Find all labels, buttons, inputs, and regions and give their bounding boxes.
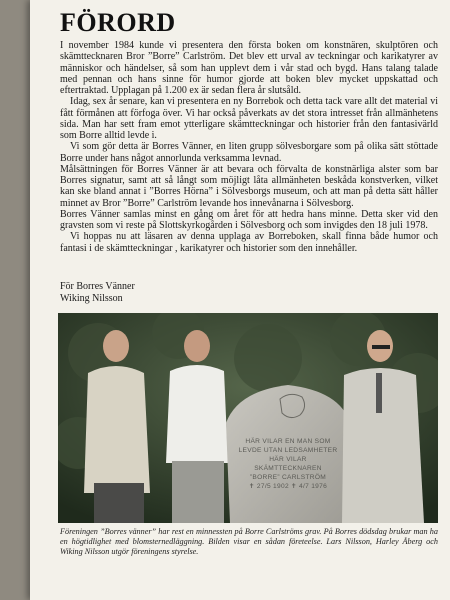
page-title: FÖRORD (60, 8, 176, 37)
photo-illustration (58, 313, 438, 523)
stone-line-5: ”BORRE” CARLSTRÖM (249, 474, 327, 481)
paragraph-2: Idag, sex år senare, kan vi presentera en ny Borrebok och detta tack vare allt det material vi fått förmånen att förfoga över. Vi har också påverkats av det stora intresset från allmänhetens sida. Man har sett fram emot ytterligare skämtteckningar och historier från den fantasivärld som Borre alltid levde i. (60, 96, 438, 141)
stone-line-2: LEVDE UTAN LEDSAMHETER (238, 447, 338, 454)
stone-line-6: ✝ 27/5 1902 ✝ 4/7 1976 (248, 483, 328, 490)
memorial-photo (58, 313, 438, 523)
stone-line-3: HÄR VILAR (269, 456, 307, 463)
stone-line-4: SKÄMTTECKNAREN (254, 465, 322, 472)
signature-organization: För Borres Vänner (60, 281, 135, 292)
paragraph-5: Borres Vänner samlas minst en gång om året för att hedra hans minne. Detta sker vid den gravsten som vi reste på Slottskyrkogården i Sölvesborg och som invigdes den 18 juli 1978. (60, 208, 438, 231)
stone-line-1: HÄR VILAR EN MAN SOM (245, 438, 331, 445)
photo-caption: Föreningen ”Borres vänner” har rest en minnessten på Borre Carlströms grav. På Borres dödsdag brukar man ha en högtidlighet med blomsternedläggning. Bilden visar en sådan företeelse. Lars Nilsson, Harley Åberg och Wiking Nilsson utgör föreningens styrelse. (60, 527, 438, 556)
foreword-text (60, 40, 438, 254)
signature-block (60, 281, 135, 304)
paragraph-1: I november 1984 kunde vi presentera den första boken om konstnären, skulptören och skämttecknaren Bror ”Borre” Carlström. Det blev ett urval av teckningar och karikatyrer av människor och händelser, så som han upplevt dem i vår stad och bygd. Hans talang talade med pennan och hans sinne för humor gjorde att boken blev mycket uppskattad och eftertraktad. Upplagan på 1.200 ex är sedan flera år slutsåld. (60, 40, 438, 96)
book-page (30, 0, 450, 600)
paragraph-6: Vi hoppas nu att läsaren av denna upplaga av Borreboken, skall finna både humor och fantasi i de skämtteckningar , karikatyrer och historier som den innehåller. (60, 231, 438, 254)
signature-name: Wiking Nilsson (60, 292, 123, 304)
paragraph-4: Målsättningen för Borres Vänner är att bevara och förvalta de konstnärliga alster som bar Borres signatur, samt att så långt som möjligt låta allmänheten beskåda konstverken, vilket kan ske bland annat i ”Borres Hörna” i Sölvesborgs museum, och att man på detta sätt håller minnet av Bror ”Borre” Carlström levande hos innevånarna i Sölvesborg. (60, 163, 438, 209)
paragraph-3: Vi som gör detta är Borres Vänner, en liten grupp sölvesborgare som på olika sätt stöttade Borre under hans något annorlunda verksamma levnad. (60, 141, 438, 164)
gravestone (226, 385, 350, 523)
